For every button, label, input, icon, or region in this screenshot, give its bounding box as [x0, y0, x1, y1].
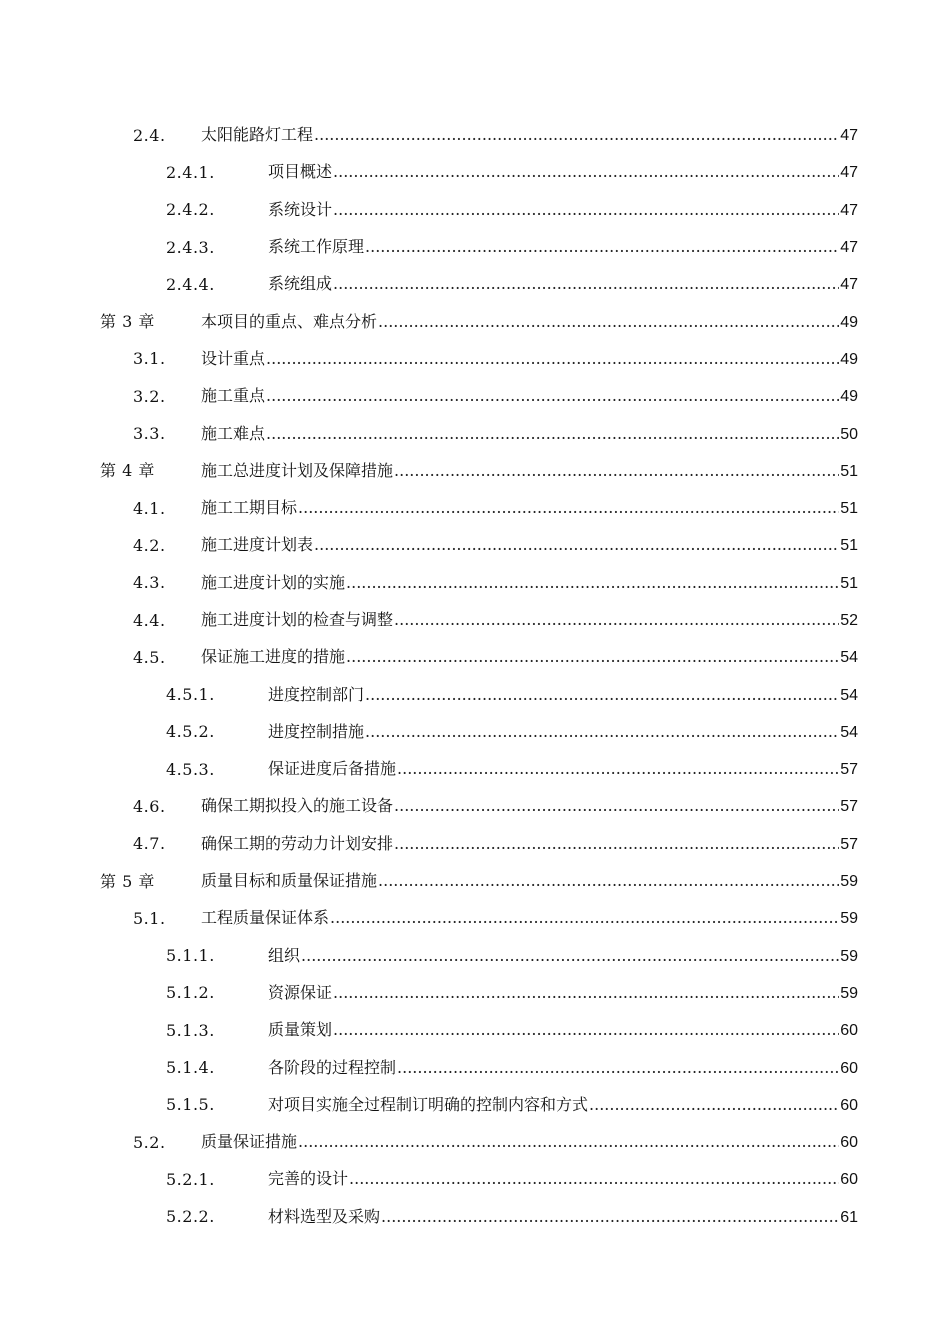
toc-entry[interactable]: [0, 714, 950, 751]
toc-entry[interactable]: [0, 751, 950, 788]
toc-page-number: 54: [840, 649, 858, 667]
toc-page-number: 57: [840, 798, 858, 816]
toc-leader-dots: [394, 610, 839, 630]
toc-title: 确保工期拟投入的施工设备: [201, 796, 394, 816]
toc-entry-body: [268, 1169, 858, 1190]
toc-leader-dots: [397, 759, 839, 779]
toc-leader-dots: [333, 274, 839, 294]
toc-title: 太阳能路灯工程: [201, 125, 314, 145]
toc-title: 组织: [268, 945, 301, 965]
toc-leader-dots: [266, 349, 839, 369]
toc-page-number: 49: [840, 350, 858, 368]
toc-entry-body: [268, 759, 858, 780]
toc-title: 质量策划: [268, 1020, 333, 1040]
toc-number: 2.4.2.: [166, 200, 215, 220]
toc-entry-body: [201, 834, 858, 855]
toc-entry-body: [201, 610, 858, 631]
toc-page-number: 57: [840, 761, 858, 779]
toc-entry[interactable]: [0, 900, 950, 937]
toc-entry[interactable]: [0, 1124, 950, 1161]
toc-page-number: 59: [840, 910, 858, 928]
toc-title: 施工进度计划的实施: [201, 572, 346, 592]
toc-entry-body: [268, 162, 858, 183]
toc-title: 施工重点: [201, 386, 266, 406]
toc-number: 3.3.: [133, 424, 166, 444]
toc-number: 4.5.1.: [166, 685, 215, 705]
toc-leader-dots: [365, 237, 839, 257]
toc-entry[interactable]: [0, 266, 950, 303]
toc-number: 5.1.5.: [166, 1095, 215, 1115]
toc-leader-dots: [314, 125, 839, 145]
toc-title: 施工总进度计划及保障措施: [201, 460, 394, 480]
toc-leader-dots: [266, 386, 839, 406]
toc-page-number: 51: [840, 574, 858, 592]
toc-title: 确保工期的劳动力计划安排: [201, 833, 394, 853]
toc-chapter-entry[interactable]: [0, 303, 950, 340]
toc-entry[interactable]: [0, 415, 950, 452]
toc-leader-dots: [365, 685, 839, 705]
toc-number: 第 3 章: [100, 312, 155, 332]
toc-leader-dots: [378, 871, 839, 891]
toc-number: 2.4.: [133, 125, 166, 145]
toc-entry-body: [201, 125, 858, 146]
toc-number: 4.6.: [133, 796, 166, 816]
toc-page-number: 60: [840, 1096, 858, 1114]
toc-page-number: 60: [840, 1022, 858, 1040]
toc-entry[interactable]: [0, 527, 950, 564]
toc-number: 4.2.: [133, 535, 166, 555]
toc-leader-dots: [589, 1095, 839, 1115]
toc-chapter-entry[interactable]: [0, 863, 950, 900]
toc-page-number: 57: [840, 835, 858, 853]
toc-leader-dots: [346, 573, 839, 593]
toc-entry[interactable]: [0, 565, 950, 602]
toc-page-number: 47: [840, 164, 858, 182]
toc-title: 对项目实施全过程制订明确的控制内容和方式: [268, 1094, 589, 1114]
toc-entry[interactable]: [0, 1087, 950, 1124]
toc-page-number: 49: [840, 313, 858, 331]
toc-leader-dots: [378, 312, 839, 332]
toc-entry-body: [268, 946, 858, 967]
toc-title: 质量目标和质量保证措施: [201, 871, 378, 891]
toc-number: 2.4.4.: [166, 274, 215, 294]
toc-entry-body: [268, 685, 858, 706]
toc-page-number: 54: [840, 723, 858, 741]
toc-entry-body: [201, 386, 858, 407]
toc-page-number: 51: [840, 537, 858, 555]
toc-number: 4.1.: [133, 498, 166, 518]
toc-leader-dots: [333, 983, 839, 1003]
toc-entry-body: [201, 461, 858, 482]
toc-entry[interactable]: [0, 1049, 950, 1086]
toc-chapter-entry[interactable]: [0, 453, 950, 490]
toc-entry[interactable]: [0, 788, 950, 825]
toc-entry[interactable]: [0, 117, 950, 154]
toc-leader-dots: [397, 1058, 839, 1078]
toc-number: 4.5.2.: [166, 722, 215, 742]
toc-entry-body: [201, 908, 858, 929]
toc-title: 施工工期目标: [201, 498, 298, 518]
toc-entry[interactable]: [0, 1199, 950, 1236]
toc-number: 4.7.: [133, 834, 166, 854]
toc-number: 第 5 章: [100, 871, 155, 891]
toc-number: 第 4 章: [100, 461, 155, 481]
toc-page-number: 49: [840, 388, 858, 406]
toc-title: 进度控制措施: [268, 721, 365, 741]
toc-entry-body: [201, 1132, 858, 1153]
toc-entry[interactable]: [0, 938, 950, 975]
toc-entry-body: [201, 871, 858, 892]
toc-title: 各阶段的过程控制: [268, 1057, 397, 1077]
toc-entry-body: [201, 312, 858, 333]
toc-entry-body: [201, 535, 858, 556]
toc-entry-body: [201, 647, 858, 668]
toc-page-number: 47: [840, 201, 858, 219]
toc-number: 4.5.: [133, 647, 166, 667]
toc-title: 系统设计: [268, 199, 333, 219]
toc-leader-dots: [333, 162, 839, 182]
toc-title: 进度控制部门: [268, 684, 365, 704]
toc-leader-dots: [394, 796, 839, 816]
toc-page-number: 59: [840, 984, 858, 1002]
toc-page-number: 61: [840, 1208, 858, 1226]
toc-number: 4.3.: [133, 573, 166, 593]
toc-number: 2.4.3.: [166, 237, 215, 257]
toc-title: 施工进度计划的检查与调整: [201, 610, 394, 629]
toc-entry-body: [201, 796, 858, 817]
toc-title: 材料选型及采购: [268, 1206, 381, 1226]
toc-page-number: 60: [840, 1171, 858, 1189]
toc-number: 5.2.1.: [166, 1169, 215, 1189]
table-of-contents: [0, 117, 950, 1236]
toc-title: 资源保证: [268, 982, 333, 1002]
toc-entry[interactable]: [0, 639, 950, 676]
toc-entry-body: [268, 1020, 858, 1041]
toc-number: 4.5.3.: [166, 759, 215, 779]
toc-number: 2.4.1.: [166, 162, 215, 182]
toc-title: 施工难点: [201, 423, 266, 443]
toc-entry[interactable]: [0, 676, 950, 713]
toc-page-number: 59: [840, 947, 858, 965]
toc-number: 5.1.3.: [166, 1020, 215, 1040]
toc-page-number: 60: [840, 1059, 858, 1077]
toc-title: 施工进度计划表: [201, 535, 314, 555]
toc-page-number: 59: [840, 873, 858, 891]
toc-page-number: 51: [840, 462, 858, 480]
toc-number: 5.1.: [133, 908, 166, 928]
toc-leader-dots: [314, 535, 839, 555]
toc-entry-body: [268, 983, 858, 1004]
toc-page-number: 52: [840, 612, 858, 629]
toc-page-number: 51: [840, 500, 858, 518]
toc-title: 完善的设计: [268, 1169, 349, 1189]
toc-leader-dots: [394, 461, 839, 481]
toc-title: 本项目的重点、难点分析: [201, 311, 378, 331]
toc-title: 系统组成: [268, 274, 333, 294]
toc-entry-body: [201, 573, 858, 594]
toc-title: 保证进度后备措施: [268, 759, 397, 779]
toc-number: 3.2.: [133, 386, 166, 406]
toc-entry[interactable]: [0, 826, 950, 863]
toc-entry-body: [268, 274, 858, 295]
toc-leader-dots: [381, 1207, 839, 1227]
toc-entry-body: [268, 1095, 858, 1116]
toc-page-number: 47: [840, 127, 858, 145]
toc-entry-body: [268, 237, 858, 258]
toc-leader-dots: [301, 946, 839, 966]
toc-entry[interactable]: [0, 602, 950, 639]
toc-leader-dots: [333, 200, 839, 220]
toc-leader-dots: [346, 647, 839, 667]
toc-entry[interactable]: [0, 1161, 950, 1198]
toc-entry-body: [201, 424, 858, 445]
toc-leader-dots: [330, 908, 839, 928]
toc-title: 设计重点: [201, 348, 266, 368]
toc-page-number: 47: [840, 239, 858, 257]
toc-page-number: 60: [840, 1134, 858, 1152]
toc-entry-body: [201, 349, 858, 370]
toc-page-number: 54: [840, 686, 858, 704]
toc-entry[interactable]: [0, 378, 950, 415]
toc-title: 保证施工进度的措施: [201, 647, 346, 667]
toc-entry[interactable]: [0, 975, 950, 1012]
toc-entry[interactable]: [0, 192, 950, 229]
toc-number: 5.1.4.: [166, 1058, 215, 1078]
toc-number: 5.2.: [133, 1132, 166, 1152]
toc-entry[interactable]: [0, 341, 950, 378]
toc-entry[interactable]: [0, 154, 950, 191]
toc-page-number: 47: [840, 276, 858, 294]
toc-title: 质量保证措施: [201, 1132, 298, 1152]
toc-entry[interactable]: [0, 490, 950, 527]
toc-number: 3.1.: [133, 349, 166, 369]
toc-number: 5.1.2.: [166, 983, 215, 1003]
toc-leader-dots: [365, 722, 839, 742]
toc-leader-dots: [394, 834, 839, 854]
toc-entry[interactable]: [0, 229, 950, 266]
toc-title: 工程质量保证体系: [201, 908, 330, 928]
toc-leader-dots: [298, 498, 839, 518]
toc-number: 4.4.: [133, 610, 166, 630]
toc-leader-dots: [266, 424, 839, 444]
toc-entry-body: [268, 1207, 858, 1228]
toc-leader-dots: [333, 1020, 839, 1040]
toc-number: 5.1.1.: [166, 946, 215, 966]
toc-leader-dots: [349, 1169, 839, 1189]
toc-entry-body: [201, 498, 858, 519]
toc-number: 5.2.2.: [166, 1207, 215, 1227]
toc-entry-body: [268, 722, 858, 743]
toc-leader-dots: [298, 1132, 839, 1152]
toc-entry-body: [268, 1058, 858, 1079]
toc-entry[interactable]: [0, 1012, 950, 1049]
toc-page-number: 50: [840, 425, 858, 443]
toc-title: 项目概述: [268, 162, 333, 182]
toc-entry-body: [268, 200, 858, 221]
toc-title: 系统工作原理: [268, 237, 365, 257]
